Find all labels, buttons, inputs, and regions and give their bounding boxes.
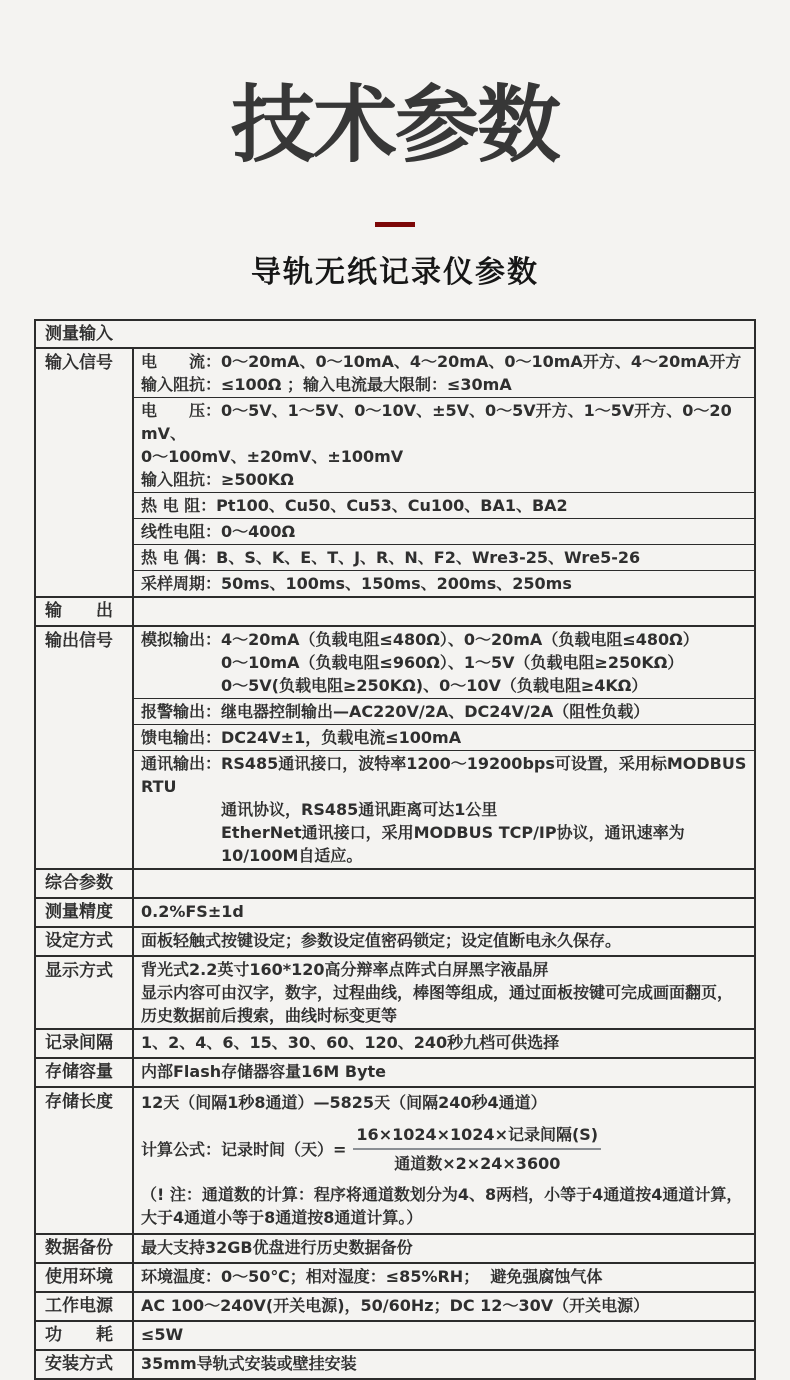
table-row-power-supply [36,1291,754,1320]
spec-line: 1、2、4、6、15、30、60、120、240秒九档可供选择 [141,1033,560,1053]
section-subtitle: 导轨无纸记录仪参数 [251,254,539,290]
page [0,72,790,1375]
spec-line: 0～10mA（负载电阻≤960Ω）、1～5V（负载电阻≥250KΩ） [221,653,684,673]
fraction-denominator: 通道数×2×24×3600 [394,1154,561,1174]
table-row-accuracy [36,897,754,926]
table-row-display-method [36,955,754,1028]
spec-cell-linear-resistance [134,518,754,544]
table-row-setting-method [36,926,754,955]
table-row-input-signal [36,347,754,596]
row-content [134,1059,754,1086]
formula-fraction [353,1124,601,1174]
spec-line: EtherNet通讯接口，采用MODBUS TCP/IP协议，通讯速率为10/100M自适应。 [221,823,685,866]
spec-line: 0～100mV、±20mV、±100mV [141,447,404,467]
table-row-general-params [36,868,754,897]
row-label: 存储容量 [36,1059,134,1086]
row-content [134,1235,754,1262]
row-label: 综合参数 [36,870,134,897]
row-label: 显示方式 [36,957,134,1028]
spec-line: 显示内容可由汉字，数字，过程曲线，棒图等组成，通过面板按键可完成画面翻页， [141,983,734,1003]
table-row-power-consumption [36,1320,754,1349]
row-content [134,1293,754,1320]
spec-line: 采样周期：50ms、100ms、150ms、200ms、250ms [141,574,572,594]
spec-line: （! 注：通道数的计算：程序将通道数划分为4、8两档，小等于4通道按4通道计算， [141,1185,743,1205]
spec-cell [134,1293,754,1318]
spec-line: 12天（间隔1秒8通道）—5825天（间隔240秒4通道） [141,1093,547,1113]
spec-line: 输入阻抗：≥500KΩ [141,470,294,490]
spec-line: 热 电 偶：B、S、K、E、T、J、R、N、F2、Wre3-25、Wre5-26 [141,548,641,568]
spec-line: 最大支持32GB优盘进行历史数据备份 [141,1238,413,1258]
table-row-mounting [36,1349,754,1378]
spec-cell [134,1351,754,1376]
spec-cell-rtd [134,492,754,518]
spec-line: 通讯输出：RS485通讯接口，波特率1200～19200bps可设置，采用标MODBUS RTU [141,754,752,797]
spec-line: 模拟输出：4～20mA（负载电阻≤480Ω）、0～20mA（负载电阻≤480Ω） [141,630,699,650]
spec-line: 历史数据前后搜索，曲线时标变更等 [141,1006,398,1026]
table-row-data-backup [36,1233,754,1262]
row-content [134,899,754,926]
storage-formula [141,1124,750,1174]
spec-line: 输入阻抗：≤100Ω ；输入电流最大限制：≤30mA [141,375,512,395]
row-content [134,928,754,955]
row-content [134,598,754,625]
spec-cell [134,899,754,924]
row-label: 记录间隔 [36,1030,134,1057]
row-label: 存储长度 [36,1088,134,1233]
row-label: 测量精度 [36,899,134,926]
page-title: 技术参数 [230,76,559,174]
row-content [134,957,754,1028]
spec-cell [134,928,754,953]
title-divider [375,222,415,227]
row-content [134,1322,754,1349]
spec-cell-analog-output [134,627,754,698]
spec-cell [134,1264,754,1289]
row-content [134,1088,754,1233]
spec-line: 0～5V(负载电阻≥250KΩ)、0～10V（负载电阻≥4KΩ） [221,676,648,696]
spec-cell-comm-output [134,750,754,868]
spec-line: 大于4通道小等于8通道按8通道计算。） [141,1208,423,1228]
spec-cell-feed-output [134,724,754,750]
row-content [134,1030,754,1057]
table-row-storage-length [36,1086,754,1233]
spec-cell [134,1030,754,1055]
spec-cell-thermocouple [134,544,754,570]
spec-cell-alarm-output [134,698,754,724]
row-label: 安装方式 [36,1351,134,1378]
row-label: 输 出 [36,598,134,625]
spec-line: 馈电输出：DC24V±1，负载电流≤100mA [141,728,462,748]
fraction-numerator: 16×1024×1024×记录间隔(S) [353,1124,601,1150]
spec-cell [134,957,754,1028]
row-label: 输出信号 [36,627,134,868]
row-content [134,349,754,596]
row-label: 功 耗 [36,1322,134,1349]
row-label: 使用环境 [36,1264,134,1291]
row-label: 测量输入 [45,324,113,345]
spec-line: 热 电 阻：Pt100、Cu50、Cu53、Cu100、BA1、BA2 [141,496,568,516]
spec-line: 环境温度：0～50℃；相对湿度：≤85%RH； 避免强腐蚀气体 [141,1267,603,1287]
spec-line: 35mm导轨式安装或壁挂安装 [141,1354,357,1374]
table-row-measurement-input [36,321,754,347]
spec-line: 内部Flash存储器容量16M Byte [141,1062,387,1082]
spec-cell-current [134,349,754,397]
spec-line: 线性电阻：0～400Ω [141,522,296,542]
spec-cell-empty [134,870,754,896]
spec-cell-sample-period [134,570,754,596]
spec-cell-empty [134,598,754,624]
spec-line: 背光式2.2英寸160*120高分辩率点阵式白屏黑字液晶屏 [141,960,549,980]
spec-cell [134,1059,754,1084]
table-row-storage-capacity [36,1057,754,1086]
table-row-record-interval [36,1028,754,1057]
row-label: 工作电源 [36,1293,134,1320]
table-row-output-signal [36,625,754,868]
spec-line: AC 100～240V(开关电源)，50/60Hz；DC 12～30V（开关电源） [141,1296,650,1316]
spec-table [34,319,756,1380]
spec-cell [134,1235,754,1260]
spec-line: 电 压：0～5V、1～5V、0～10V、±5V、0～5V开方、1～5V开方、0～20 mV、 [141,401,738,444]
row-label: 数据备份 [36,1235,134,1262]
table-row-environment [36,1262,754,1291]
table-row-output [36,596,754,625]
row-content [134,627,754,868]
row-content [134,1264,754,1291]
spec-line: 面板轻触式按键设定；参数设定值密码锁定；设定值断电永久保存。 [141,931,622,951]
spec-cell-storage-length [134,1088,754,1233]
formula-prefix: 计算公式：记录时间（天）= [141,1139,347,1159]
spec-cell-voltage [134,397,754,492]
spec-line: 电 流：0～20mA、0～10mA、4～20mA、0～10mA开方、4～20mA开方 [141,352,742,372]
spec-line: ≤5W [141,1325,184,1345]
row-content [134,1351,754,1378]
spec-line: 通讯协议，RS485通讯距离可达1公里 [221,800,498,820]
row-label: 输入信号 [36,349,134,596]
spec-line: 0.2%FS±1d [141,902,244,922]
row-label: 设定方式 [36,928,134,955]
row-content [134,870,754,897]
spec-line: 报警输出：继电器控制输出—AC220V/2A、DC24V/2A（阻性负载） [141,702,650,722]
spec-cell [134,1322,754,1347]
